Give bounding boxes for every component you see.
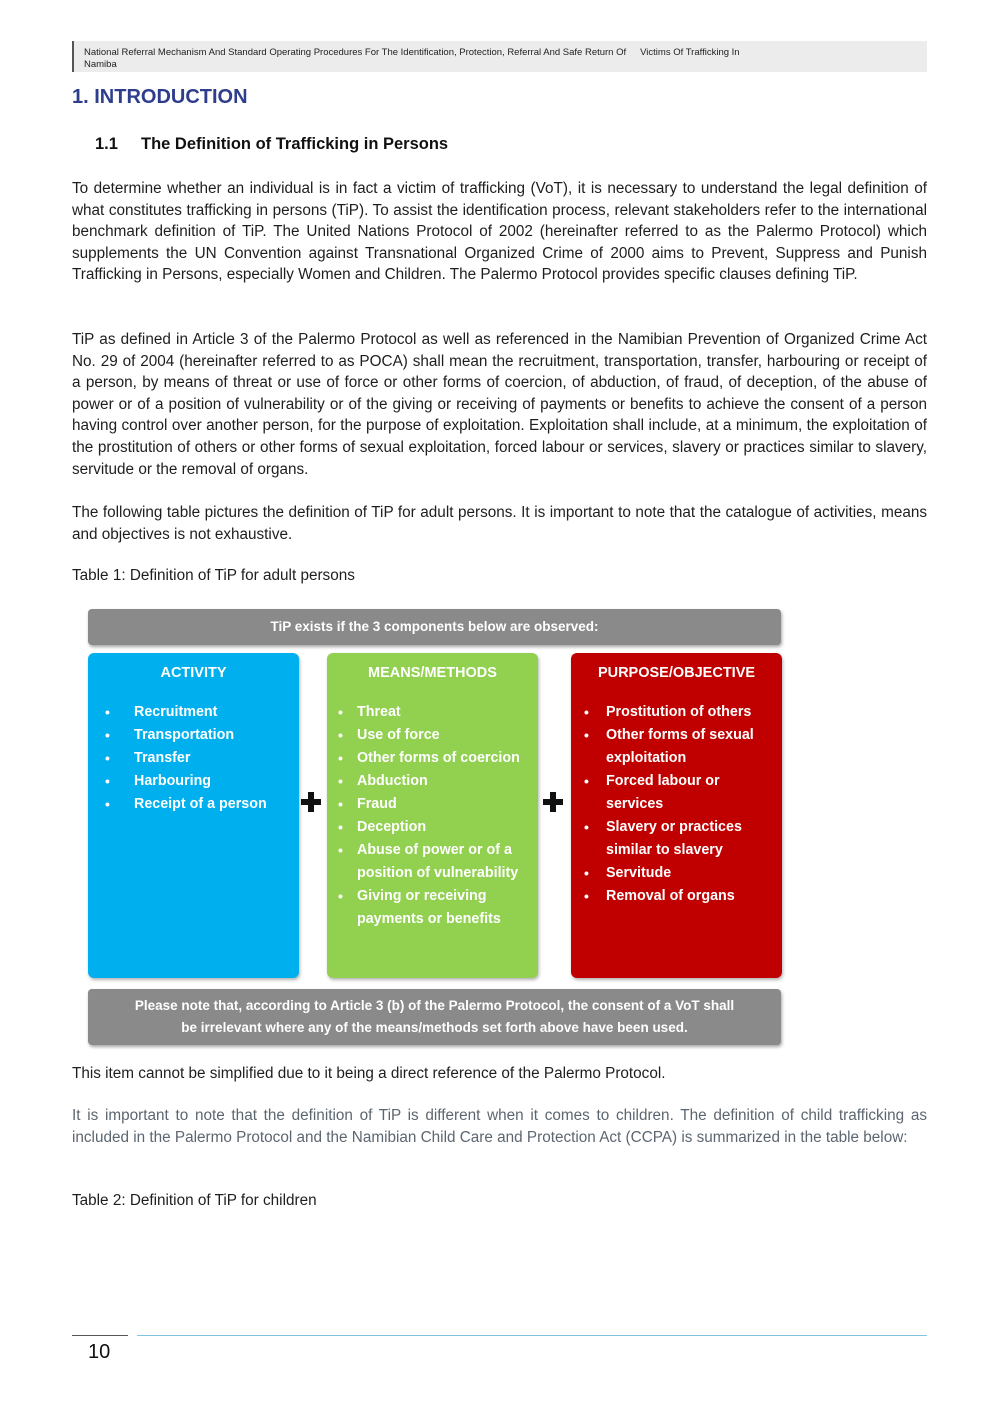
purpose-list — [571, 701, 782, 908]
table-2-caption: Table 2: Definition of TiP for children — [72, 1192, 317, 1209]
means-list-item — [327, 816, 538, 839]
purpose-title: PURPOSE/OBJECTIVE — [597, 665, 756, 681]
bullet-icon: • — [105, 704, 110, 720]
purpose-item-text: Prostitution of others — [606, 704, 752, 720]
bullet-icon: • — [105, 773, 110, 789]
means-item-text: Use of force — [357, 727, 440, 743]
purpose-list-item — [571, 770, 782, 816]
paragraph-4: This item cannot be simplified due to it being a direct reference of the Palermo Protocol. — [72, 1065, 666, 1082]
subsection-title: The Definition of Trafficking in Persons — [141, 135, 449, 153]
subsection-number: 1.1 — [95, 135, 118, 153]
bullet-icon: • — [584, 773, 589, 789]
bottom-banner-line-1: Please note that, according to Article 3 (b) of the Palermo Protocol, the consent of a VoT shall — [134, 998, 735, 1013]
paragraph-2: TiP as defined in Article 3 of the Palermo Protocol as well as referenced in the Namibian Prevention of Organized Crime Act No. 29 of 2004 (hereinafter referred to as POCA) shall mean the recruitment, transportation, transfer, harbouring or receipt of a person, by means of threat or use of force or other forms of coercion, of abduction, of fraud, of deception, of the abuse of power or of a position of vulnerability or of the giving or receiving of payments or benefits to achieve the consent of a person having control over another person, for the purpose of exploitation. Exploitation shall include, at a minimum, the exploitation of the prostitution of others or other forms of sexual exploitation, forced labour or services, slavery or practices similar to slavery, servitude or the removal of organs. — [72, 331, 927, 478]
bullet-icon: • — [338, 704, 343, 720]
means-list-item — [327, 885, 538, 931]
purpose-item-text: Servitude — [606, 865, 672, 881]
activity-item-text: Receipt of a person — [134, 796, 267, 812]
bullet-icon: • — [338, 727, 343, 743]
diagram-bottom-banner — [88, 989, 781, 1045]
activity-box — [88, 653, 299, 978]
bullet-icon: • — [105, 727, 110, 743]
running-header-left: National Referral Mechanism And Standard Operating Procedures For The Identification, Protection, Referral And Safe Return Of — [84, 47, 627, 58]
plus-icon — [301, 792, 321, 812]
paragraph-5: It is important to note that the definition of TiP is different when it comes to children. The definition of child trafficking as included in the Palermo Protocol and the Namibian Child Care and Protection Act (CCPA) is summarized in the table below: — [72, 1107, 927, 1146]
activity-item-text: Transfer — [134, 750, 191, 766]
purpose-list-item — [571, 701, 782, 724]
activity-list-item — [88, 793, 299, 816]
plus-icon — [543, 792, 563, 812]
running-header-right: Victims Of Trafficking In — [640, 47, 740, 58]
purpose-item-text: Slavery or practices similar to slavery — [606, 819, 742, 858]
purpose-box — [571, 653, 782, 978]
purpose-list-item — [571, 885, 782, 908]
purpose-list-item — [571, 816, 782, 862]
bottom-banner-line-2: be irrelevant where any of the means/methods set forth above have been used. — [181, 1020, 688, 1035]
purpose-item-text: Removal of organs — [606, 888, 735, 904]
means-list — [327, 701, 538, 931]
means-list-item — [327, 793, 538, 816]
table-1-caption: Table 1: Definition of TiP for adult persons — [72, 567, 355, 584]
means-list-item — [327, 747, 538, 770]
paragraph-3: The following table pictures the definition of TiP for adult persons. It is important to note that the catalogue of activities, means and objectives is not exhaustive. — [72, 504, 927, 543]
purpose-item-text: Forced labour or services — [606, 773, 720, 812]
running-header — [72, 41, 927, 72]
footer-rule-right — [137, 1335, 927, 1336]
means-item-text: Abduction — [357, 773, 428, 789]
bullet-icon: • — [338, 796, 343, 812]
activity-title: ACTIVITY — [160, 665, 227, 681]
means-item-text: Abuse of power or of a position of vulnerability — [357, 842, 519, 881]
activity-item-text: Recruitment — [134, 704, 218, 720]
bullet-icon: • — [338, 750, 343, 766]
means-list-item — [327, 839, 538, 885]
bullet-icon: • — [584, 819, 589, 835]
bullet-icon: • — [584, 888, 589, 904]
activity-list-item — [88, 724, 299, 747]
means-item-text: Giving or receiving payments or benefits — [357, 888, 501, 927]
subsection-heading — [95, 135, 448, 154]
diagram-top-banner: TiP exists if the 3 components below are observed: — [88, 609, 781, 645]
bullet-icon: • — [338, 773, 343, 789]
purpose-list-item — [571, 724, 782, 770]
bullet-icon: • — [105, 750, 110, 766]
activity-list-item — [88, 747, 299, 770]
bullet-icon: • — [338, 888, 343, 904]
page-number: 10 — [88, 1341, 111, 1363]
activity-item-text: Transportation — [134, 727, 235, 743]
bullet-icon: • — [338, 842, 343, 858]
means-list-item — [327, 724, 538, 747]
means-item-text: Deception — [357, 819, 427, 835]
section-title: 1. INTRODUCTION — [72, 86, 248, 108]
means-item-text: Threat — [357, 704, 401, 720]
means-list-item — [327, 701, 538, 724]
bullet-icon: • — [584, 865, 589, 881]
means-box — [327, 653, 538, 978]
activity-list-item — [88, 701, 299, 724]
activity-item-text: Harbouring — [134, 773, 212, 789]
means-item-text: Fraud — [357, 796, 397, 812]
footer-rule-left — [72, 1335, 128, 1336]
purpose-item-text: Other forms of sexual exploitation — [606, 727, 754, 766]
bullet-icon: • — [584, 704, 589, 720]
purpose-list-item — [571, 862, 782, 885]
activity-list-item — [88, 770, 299, 793]
means-item-text: Other forms of coercion — [357, 750, 520, 766]
means-list-item — [327, 770, 538, 793]
activity-list — [88, 701, 299, 816]
bullet-icon: • — [338, 819, 343, 835]
running-header-second-line: Namiba — [84, 59, 117, 70]
paragraph-1: To determine whether an individual is in fact a victim of trafficking (VoT), it is necessary to understand the legal definition of what constitutes trafficking in persons (TiP). To assist the identification process, relevant stakeholders refer to the international benchmark definition of TiP. The United Nations Protocol of 2002 (hereinafter referred to as the Palermo Protocol) which supplements the UN Convention against Transnational Organized Crime of 2000 aims to Prevent, Suppress and Punish Trafficking in Persons, especially Women and Children. The Palermo Protocol provides specific clauses defining TiP. — [72, 180, 927, 284]
bullet-icon: • — [105, 796, 110, 812]
means-title: MEANS/METHODS — [368, 665, 497, 681]
bullet-icon: • — [584, 727, 589, 743]
